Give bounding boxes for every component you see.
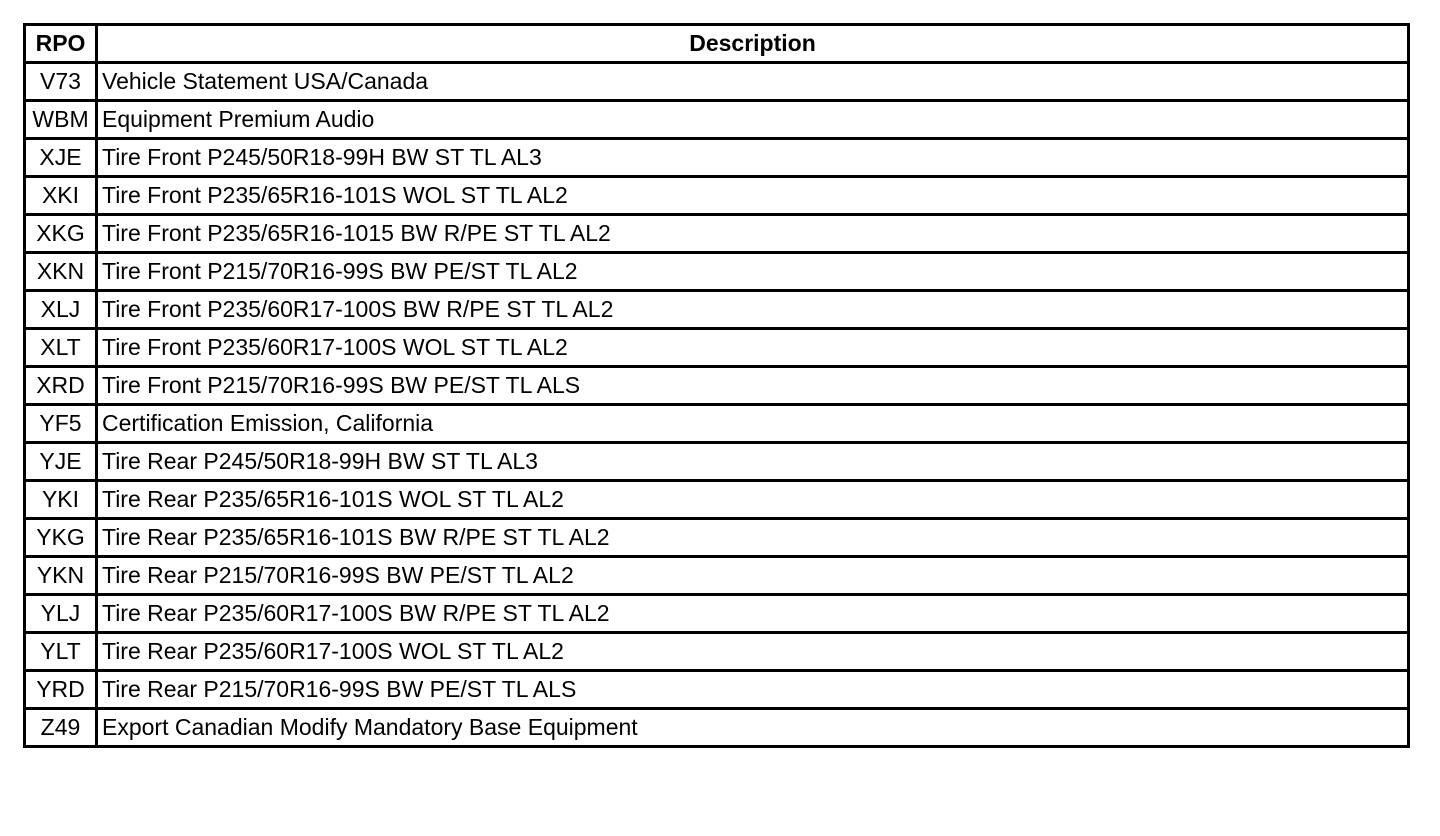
rpo-code-cell: XKI <box>25 177 97 215</box>
rpo-code-cell: YLJ <box>25 595 97 633</box>
table-row <box>25 405 1409 443</box>
rpo-code-cell: YJE <box>25 443 97 481</box>
column-header-description: Description <box>97 25 1409 63</box>
rpo-code-cell: XLT <box>25 329 97 367</box>
rpo-code-cell: WBM <box>25 101 97 139</box>
table-row <box>25 101 1409 139</box>
table-row <box>25 671 1409 709</box>
rpo-code-cell: Z49 <box>25 709 97 747</box>
table-header-row <box>25 25 1409 63</box>
description-cell: Tire Front P215/70R16-99S BW PE/ST TL AL2 <box>97 253 1409 291</box>
rpo-code-cell: XKN <box>25 253 97 291</box>
description-cell: Tire Front P235/60R17-100S WOL ST TL AL2 <box>97 329 1409 367</box>
rpo-code-cell: XLJ <box>25 291 97 329</box>
rpo-code-cell: XJE <box>25 139 97 177</box>
description-cell: Tire Rear P235/65R16-101S WOL ST TL AL2 <box>97 481 1409 519</box>
table-row <box>25 367 1409 405</box>
rpo-code-cell: YKG <box>25 519 97 557</box>
description-cell: Tire Rear P215/70R16-99S BW PE/ST TL AL2 <box>97 557 1409 595</box>
rpo-code-cell: XRD <box>25 367 97 405</box>
rpo-code-cell: V73 <box>25 63 97 101</box>
description-cell: Certification Emission, California <box>97 405 1409 443</box>
table-row <box>25 443 1409 481</box>
description-cell: Tire Rear P245/50R18-99H BW ST TL AL3 <box>97 443 1409 481</box>
rpo-code-cell: YF5 <box>25 405 97 443</box>
rpo-table <box>23 23 1410 748</box>
description-cell: Tire Front P245/50R18-99H BW ST TL AL3 <box>97 139 1409 177</box>
description-cell: Tire Front P215/70R16-99S BW PE/ST TL ALS <box>97 367 1409 405</box>
rpo-code-cell: XKG <box>25 215 97 253</box>
description-cell: Tire Front P235/60R17-100S BW R/PE ST TL AL2 <box>97 291 1409 329</box>
rpo-code-cell: YKN <box>25 557 97 595</box>
table-row <box>25 63 1409 101</box>
table-row <box>25 481 1409 519</box>
table-row <box>25 595 1409 633</box>
table-row <box>25 633 1409 671</box>
table-row <box>25 215 1409 253</box>
table-row <box>25 557 1409 595</box>
description-cell: Tire Rear P215/70R16-99S BW PE/ST TL ALS <box>97 671 1409 709</box>
table-body <box>25 63 1409 747</box>
description-cell: Tire Front P235/65R16-1015 BW R/PE ST TL AL2 <box>97 215 1409 253</box>
description-cell: Tire Front P235/65R16-101S WOL ST TL AL2 <box>97 177 1409 215</box>
column-header-rpo: RPO <box>25 25 97 63</box>
rpo-code-cell: YKI <box>25 481 97 519</box>
table-row <box>25 139 1409 177</box>
table-row <box>25 709 1409 747</box>
description-cell: Tire Rear P235/60R17-100S BW R/PE ST TL AL2 <box>97 595 1409 633</box>
description-cell: Tire Rear P235/65R16-101S BW R/PE ST TL AL2 <box>97 519 1409 557</box>
table-row <box>25 177 1409 215</box>
rpo-code-cell: YRD <box>25 671 97 709</box>
table-row <box>25 519 1409 557</box>
description-cell: Vehicle Statement USA/Canada <box>97 63 1409 101</box>
description-cell: Export Canadian Modify Mandatory Base Equipment <box>97 709 1409 747</box>
table-row <box>25 329 1409 367</box>
rpo-code-cell: YLT <box>25 633 97 671</box>
description-cell: Tire Rear P235/60R17-100S WOL ST TL AL2 <box>97 633 1409 671</box>
description-cell: Equipment Premium Audio <box>97 101 1409 139</box>
table-row <box>25 291 1409 329</box>
table-row <box>25 253 1409 291</box>
